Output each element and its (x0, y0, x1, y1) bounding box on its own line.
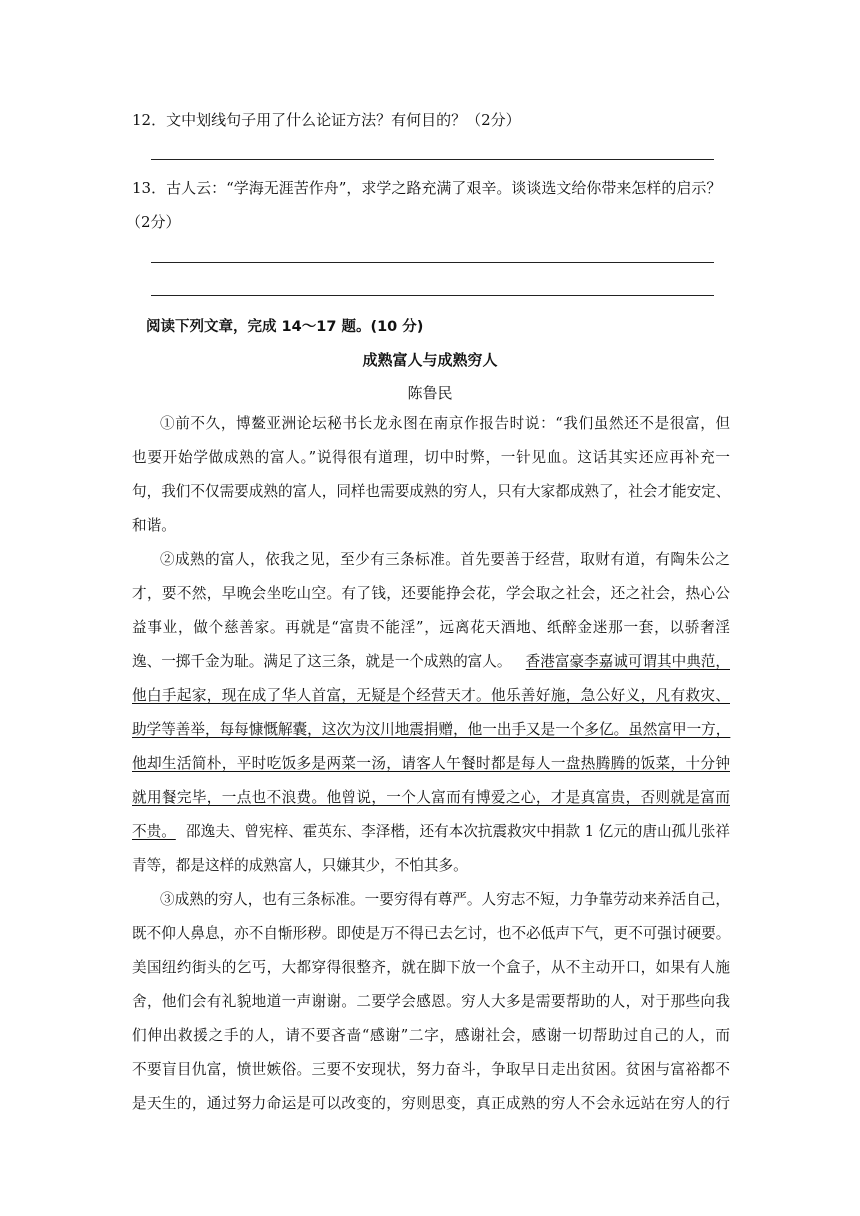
underlined-sentence-line-2: 他白手起家，现在成了华人首富，无疑是个经营天才。他乐善好施，急公好义，凡有救灾、 (132, 687, 730, 704)
underlined-sentence-line-5: 就用餐完毕，一点也不浪费。他曾说，一个人富而有博爱之心，才是真富贵，否则就是富而 (132, 789, 730, 806)
p2-line-9-plain: 邵逸夫、曾宪梓、霍英东、李泽楷，还有本次抗震救灾中捐款 1 亿元的唐山孤儿张祥 (186, 823, 730, 840)
p2-line-10: 青等，都是这样的成熟富人，只嫌其少，不怕其多。 (132, 857, 468, 874)
p2-line-4-plain: 逸、一掷千金为耻。满足了这三条，就是一个成熟的富人。 (132, 653, 512, 670)
section-heading: 阅读下列文章，完成 14～17 题。(10 分) (146, 319, 424, 335)
p1-line-4: 和谐。 (132, 517, 176, 534)
p1-line-1: ①前不久，博鳌亚洲论坛秘书长龙永图在南京作报告时说：“我们虽然还不是很富，但 (160, 415, 730, 432)
p3-line-3: 美国纽约街头的乞丐，大都穿得很整齐，就在脚下放一个盒子，从不主动开口，如果有人施 (132, 959, 730, 976)
underlined-sentence-start: 香港富豪李嘉诚可谓其中典范， (525, 653, 730, 670)
p3-line-5: 们伸出救援之手的人，请不要吝啬“感谢”二字，感谢社会，感谢一切帮助过自己的人，而 (132, 1027, 730, 1044)
p2-line-9 (132, 822, 730, 842)
question-12: 12．文中划线句子用了什么论证方法？有何目的？（2分） (132, 111, 521, 129)
p3-line-6: 不要盲目仇富，愤世嫉俗。三要不安现状，努力奋斗，争取早日走出贫困。贫困与富裕都不 (132, 1061, 730, 1078)
article-author: 陈鲁民 (407, 384, 453, 402)
p2-line-2: 才，要不然，早晚会坐吃山空。有了钱，还要能挣会花，学会取之社会，还之社会，热心公 (132, 585, 730, 602)
p3-line-1: ③成熟的穷人，也有三条标准。一要穷得有尊严。人穷志不短，力争靠劳动来养活自己， (160, 891, 730, 908)
answer-line-q12[interactable] (151, 159, 714, 160)
p2-line-1: ②成熟的富人，依我之见，至少有三条标准。首先要善于经营，取财有道，有陶朱公之 (160, 551, 730, 568)
underlined-sentence-end: 不贵。 (132, 823, 176, 840)
p3-line-2: 既不仰人鼻息，亦不自惭形秽。即使是万不得已去乞讨，也不必低声下气，更不可强讨硬要。 (132, 925, 731, 942)
p3-line-4: 舍，他们会有礼貌地道一声谢谢。二要学会感恩。穷人大多是需要帮助的人，对于那些向我 (132, 993, 730, 1010)
question-13-points: （2分） (126, 213, 181, 231)
p3-line-7: 是天生的，通过努力命运是可以改变的，穷则思变，真正成熟的穷人不会永远站在穷人的行 (132, 1095, 730, 1112)
p1-line-3: 句，我们不仅需要成熟的富人，同样也需要成熟的穷人，只有大家都成熟了，社会才能安定、 (132, 483, 731, 500)
underlined-sentence-line-3: 助学等善举，每每慷慨解囊，这次为汶川地震捐赠，他一出手又是一个多亿。虽然富甲一方， (132, 721, 731, 738)
article-title: 成熟富人与成熟穷人 (362, 351, 498, 369)
answer-line-q13-1[interactable] (151, 262, 714, 263)
p2-line-3: 益事业，做个慈善家。再就是“富贵不能淫”，远离花天酒地、纸醉金迷那一套，以骄奢淫 (132, 619, 730, 636)
p1-line-2: 也要开始学做成熟的富人。”说得很有道理，切中时弊，一针见血。这话其实还应再补充一 (132, 449, 730, 466)
answer-line-q13-2[interactable] (151, 295, 714, 296)
underlined-sentence-line-4: 他却生活简朴，平时吃饭多是两菜一汤，请客人午餐时都是每人一盘热腾腾的饭菜，十分钟 (132, 755, 730, 772)
p2-line-4 (132, 652, 730, 672)
question-13: 13．古人云：“学海无涯苦作舟”，求学之路充满了艰辛。谈谈选文给你带来怎样的启示？ (132, 179, 722, 197)
